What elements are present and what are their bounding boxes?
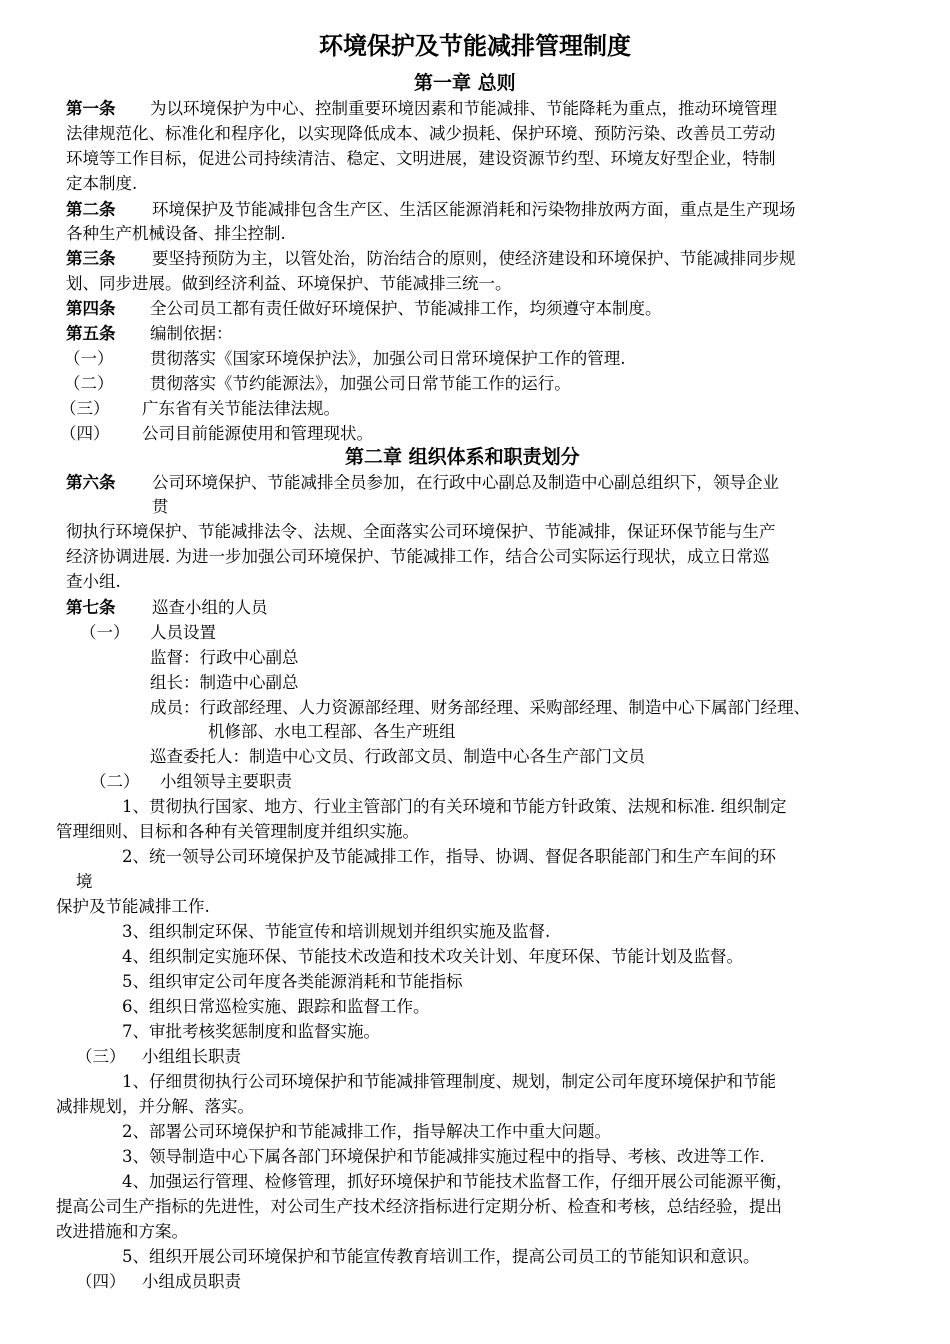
article6-line: 查小组.	[66, 572, 121, 591]
section1-num: （一）	[80, 623, 130, 642]
basis-item-num: （四）	[60, 424, 110, 443]
document-title: 环境保护及节能减排管理制度	[319, 32, 631, 60]
article1-line: 定本制度.	[66, 174, 138, 193]
article4-text: 全公司员工都有责任做好环境保护、节能减排工作，均须遵守本制度。	[150, 299, 662, 318]
article6-line: 公司环境保护、节能减排全员参加，在行政中心副总及制造中心副总组织下，领导企业	[152, 473, 779, 492]
article2-line: 环境保护及节能减排包含生产区、生活区能源消耗和污染物排放两方面，重点是生产现场	[152, 200, 796, 219]
article5-text: 编制依据：	[150, 324, 233, 343]
leader-duty-line: 提高公司生产指标的先进性，对公司生产技术经济指标进行定期分析、检查和考核，总结经验，提出	[56, 1197, 782, 1216]
basis-item-text: 贯彻落实《国家环境保护法》，加强公司日常环境保护工作的管理.	[150, 349, 626, 368]
basis-item-num: （一）	[64, 349, 114, 368]
chapter1-heading: 第一章 总则	[414, 72, 516, 94]
article6-label: 第六条	[66, 473, 116, 492]
staff-line: 成员：行政部经理、人力资源部经理、财务部经理、采购部经理、制造中心下属部门经理、	[150, 698, 810, 717]
duty-line: 3、组织制定环保、节能宣传和培训规划并组织实施及监督.	[122, 922, 551, 941]
duty-line: 1、贯彻执行国家、地方、行业主管部门的有关环境和节能方针政策、法规和标准. 组织制定	[122, 797, 787, 816]
section2-num: （二）	[90, 772, 140, 791]
article2-label: 第二条	[66, 200, 116, 219]
article7-label: 第七条	[66, 598, 116, 617]
staff-line: 组长：制造中心副总	[150, 673, 299, 692]
article3-line: 要坚持预防为主，以管处治，防治结合的原则，使经济建设和环境保护、节能减排同步规	[152, 249, 796, 268]
chapter2-heading: 第二章 组织体系和职责划分	[345, 446, 580, 468]
basis-item-text: 公司目前能源使用和管理现状。	[142, 424, 373, 443]
leader-duty-line: 4、加强运行管理、检修管理，抓好环境保护和节能技术监督工作，仔细开展公司能源平衡，	[122, 1172, 793, 1191]
leader-duty-line: 减排规划，并分解、落实。	[56, 1097, 254, 1116]
leader-duty-line: 改进措施和方案。	[56, 1222, 188, 1241]
duty-line: 7、审批考核奖惩制度和监督实施。	[122, 1022, 380, 1041]
section3-title: 小组组长职责	[142, 1047, 241, 1066]
staff-line: 监督：行政中心副总	[150, 648, 299, 667]
article6-line: 贯	[152, 497, 169, 516]
article6-line: 彻执行环境保护、节能减排法令、法规、全面落实公司环境保护、节能减排，保证环保节能与生产	[66, 522, 776, 541]
duty-line: 2、统一领导公司环境保护及节能减排工作，指导、协调、督促各职能部门和生产车间的环	[122, 847, 776, 866]
basis-item-text: 广东省有关节能法律法规。	[142, 399, 340, 418]
article2-line: 各种生产机械设备、排尘控制.	[66, 224, 286, 243]
leader-duty-line: 5、组织开展公司环境保护和节能宣传教育培训工作，提高公司员工的节能知识和意识。	[122, 1247, 760, 1266]
article6-line: 经济协调进展. 为进一步加强公司环境保护、节能减排工作，结合公司实际运行现状，成立日常巡	[66, 547, 770, 566]
section3-num: （三）	[76, 1047, 126, 1066]
duty-line: 5、组织审定公司年度各类能源消耗和节能指标	[122, 972, 463, 991]
staff-line: 巡查委托人：制造中心文员、行政部文员、制造中心各生产部门文员	[150, 747, 645, 766]
section4-num: （四）	[76, 1272, 126, 1291]
article1-label: 第一条	[66, 99, 116, 118]
article1-line: 环境等工作目标，促进公司持续清洁、稳定、文明进展，建设资源节约型、环境友好型企业，特制	[66, 149, 776, 168]
duty-line: 境	[76, 872, 93, 891]
section4-title: 小组成员职责	[142, 1272, 241, 1291]
article3-label: 第三条	[66, 249, 116, 268]
article4-label: 第四条	[66, 299, 116, 318]
article7-text: 巡查小组的人员	[152, 598, 268, 617]
basis-item-num: （二）	[64, 374, 114, 393]
leader-duty-line: 1、仔细贯彻执行公司环境保护和节能减排管理制度、规划，制定公司年度环境保护和节能	[122, 1072, 776, 1091]
duty-line: 保护及节能减排工作.	[56, 897, 210, 916]
article1-line: 为以环境保护为中心、控制重要环境因素和节能减排、节能降耗为重点，推动环境管理	[150, 99, 777, 118]
duty-line: 管理细则、目标和各种有关管理制度并组织实施。	[56, 822, 419, 841]
basis-item-text: 贯彻落实《节约能源法》，加强公司日常节能工作的运行。	[150, 374, 571, 393]
article5-label: 第五条	[66, 324, 116, 343]
section1-title: 人员设置	[150, 623, 216, 642]
section2-title: 小组领导主要职责	[160, 772, 292, 791]
staff-line: 机修部、水电工程部、各生产班组	[208, 722, 456, 741]
article1-line: 法律规范化、标准化和程序化，以实现降低成本、减少损耗、保护环境、预防污染、改善员工劳动	[66, 124, 776, 143]
article3-line: 划、同步进展。做到经济利益、环境保护、节能减排三统一。	[66, 274, 512, 293]
duty-line: 4、组织制定实施环保、节能技术改造和技术攻关计划、年度环保、节能计划及监督。	[122, 947, 743, 966]
duty-line: 6、组织日常巡检实施、跟踪和监督工作。	[122, 997, 430, 1016]
leader-duty-line: 3、领导制造中心下属各部门环境保护和节能减排实施过程中的指导、考核、改进等工作.	[122, 1147, 765, 1166]
basis-item-num: （三）	[60, 399, 110, 418]
leader-duty-line: 2、部署公司环境保护和节能减排工作，指导解决工作中重大问题。	[122, 1122, 611, 1141]
